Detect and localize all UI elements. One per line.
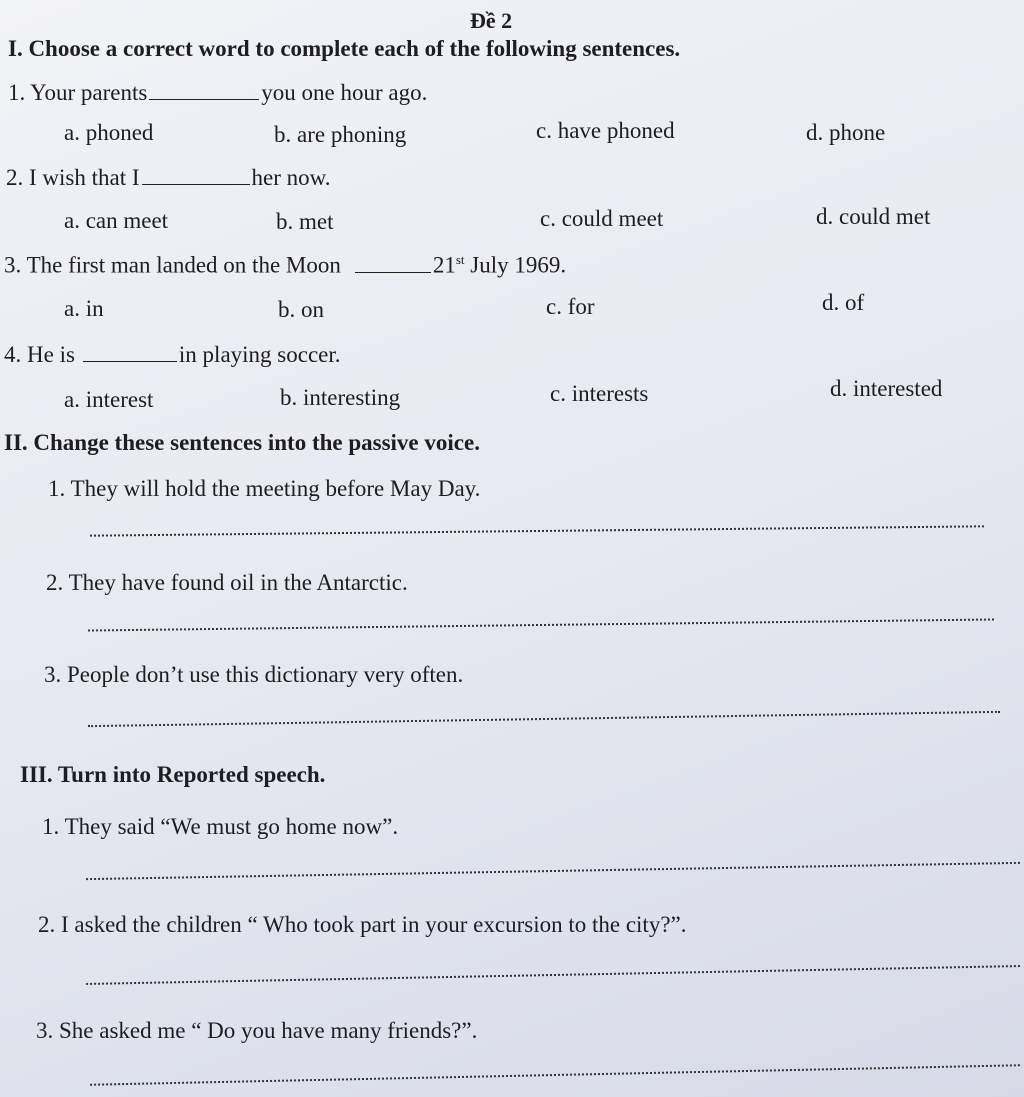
s1-q4-answer-blank[interactable] (83, 360, 177, 362)
section-2-heading: II. Change these sentences into the passive voice. (4, 430, 480, 455)
s1-question-2 (6, 165, 331, 191)
s1-q4-text-post: in playing soccer. (178, 342, 341, 367)
section-1-heading: I. Choose a correct word to complete each of the following sentences. (8, 36, 681, 61)
s1-q3-answer-blank[interactable] (355, 271, 431, 273)
s1-question-3 (4, 252, 566, 279)
s3-q1-answer-line[interactable] (86, 862, 1020, 880)
s1-q3-option-d[interactable]: d. of (822, 290, 865, 315)
s2-q1-answer-line[interactable] (90, 525, 984, 536)
s3-question-3: 3. She asked me “ Do you have many friends?”. (36, 1018, 478, 1043)
s1-q1-option-c[interactable]: c. have phoned (536, 118, 675, 143)
s1-q3-date-rest: July 1969. (470, 252, 567, 278)
s3-question-1: 1. They said “We must go home now”. (42, 814, 399, 839)
s1-question-1 (8, 80, 427, 106)
s1-q2-text-pre: 2. I wish that I (6, 165, 140, 190)
s1-q2-text-post: her now. (251, 165, 331, 190)
s1-q3-date-sup: st (455, 252, 465, 267)
s1-q1-option-a[interactable]: a. phoned (64, 120, 154, 145)
s1-q1-option-b[interactable]: b. are phoning (274, 122, 407, 147)
s1-q2-option-b[interactable]: b. met (276, 209, 334, 234)
s2-q2-answer-line[interactable] (88, 618, 994, 631)
section-3-heading: III. Turn into Reported speech. (20, 762, 326, 787)
page-title: Đề 2 (470, 8, 513, 33)
s1-q2-option-a[interactable]: a. can meet (64, 208, 169, 233)
s1-q3-date-num: 21 (432, 252, 456, 278)
s3-q3-answer-line[interactable] (90, 1064, 1020, 1085)
s1-q3-option-b[interactable]: b. on (278, 297, 324, 322)
s1-q2-option-d[interactable]: d. could met (816, 204, 931, 229)
s1-q1-option-d[interactable]: d. phone (806, 120, 886, 145)
s1-q3-option-a[interactable]: a. in (64, 296, 104, 321)
s1-q2-option-c[interactable]: c. could meet (540, 206, 664, 231)
s3-question-2: 2. I asked the children “ Who took part in your excursion to the city?”. (38, 912, 687, 937)
s1-q4-option-a[interactable]: a. interest (64, 387, 154, 412)
s1-q2-answer-blank[interactable] (142, 183, 250, 185)
s3-q2-answer-line[interactable] (86, 965, 1020, 985)
s1-q1-text-post: you one hour ago. (261, 80, 428, 105)
s1-q3-option-c[interactable]: c. for (546, 294, 595, 319)
s1-q1-answer-blank[interactable] (149, 98, 259, 100)
s1-question-4 (4, 342, 341, 368)
s2-question-3: 3. People don’t use this dictionary very often. (44, 662, 464, 687)
s1-q4-option-c[interactable]: c. interests (550, 381, 649, 406)
s1-q4-option-d[interactable]: d. interested (830, 376, 943, 401)
s1-q1-text-pre: 1. Your parents (8, 80, 148, 105)
s1-q4-option-b[interactable]: b. interesting (280, 385, 401, 410)
s1-q4-text-pre: 4. He is (4, 342, 75, 367)
s1-q3-text-pre: 3. The first man landed on the Moon (4, 252, 341, 278)
s2-question-1: 1. They will hold the meeting before May Day. (48, 476, 481, 501)
s2-q3-answer-line[interactable] (88, 711, 1000, 727)
s2-question-2: 2. They have found oil in the Antarctic. (46, 570, 408, 595)
